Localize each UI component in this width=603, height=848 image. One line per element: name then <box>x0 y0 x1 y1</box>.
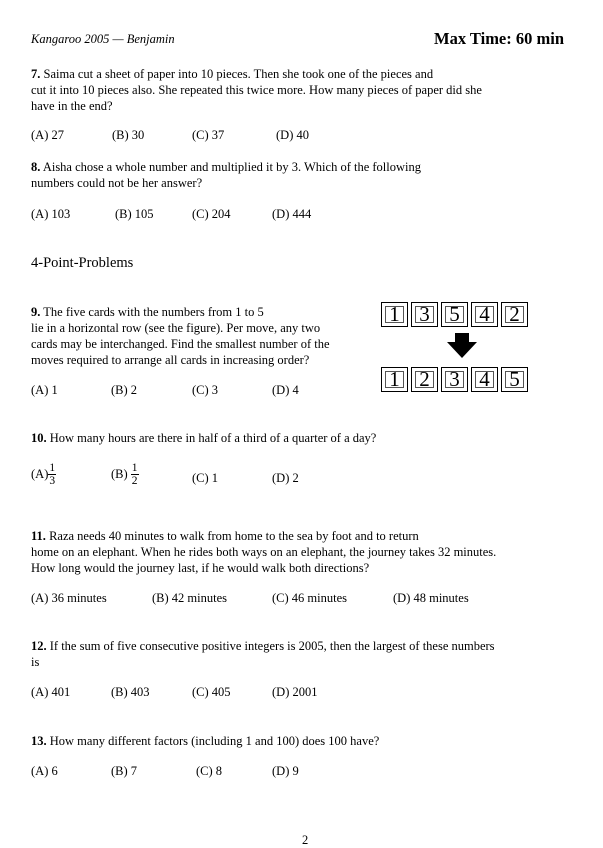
question-8 <box>31 159 421 191</box>
option-b[interactable] <box>111 462 139 487</box>
option-a[interactable]: (A) 1 <box>31 383 58 397</box>
question-text-line: Raza needs 40 minutes to walk from home to the sea by foot and to return <box>49 529 419 543</box>
question-text-line: Saima cut a sheet of paper into 10 pieces. Then she took one of the pieces and <box>43 67 434 81</box>
option-a[interactable]: (A) 6 <box>31 764 58 778</box>
option-d[interactable]: (D) 9 <box>272 764 299 778</box>
card: 2 <box>411 367 438 392</box>
option-d[interactable]: (D) 4 <box>272 383 299 397</box>
question-text-line: moves required to arrange all cards in increasing order? <box>31 353 310 367</box>
option-d[interactable]: (D) 48 minutes <box>393 591 469 605</box>
question-text-line: is <box>31 655 40 669</box>
option-a[interactable]: (A) 103 <box>31 207 71 221</box>
option-c[interactable]: (C) 1 <box>192 471 219 485</box>
question-13 <box>31 733 379 749</box>
option-b[interactable]: (B) 105 <box>115 207 154 221</box>
card: 1 <box>381 302 408 327</box>
numerator: 1 <box>49 462 56 474</box>
option-b[interactable]: (B) 403 <box>111 685 150 699</box>
question-number: 13. <box>31 734 47 748</box>
question-9 <box>31 304 330 368</box>
numerator: 1 <box>131 462 138 474</box>
options-q10 <box>31 462 591 494</box>
question-text-line: cut it into 10 pieces also. She repeated this twice more. How many pieces of paper did she <box>31 83 482 97</box>
card: 4 <box>471 367 498 392</box>
options-q9 <box>31 383 591 401</box>
question-7 <box>31 66 482 114</box>
card: 3 <box>411 302 438 327</box>
question-text-line: Aisha chose a whole number and multiplied it by 3. Which of the following <box>42 160 421 174</box>
option-a[interactable]: (A) 27 <box>31 128 64 142</box>
question-11 <box>31 528 496 576</box>
fraction-one-third <box>48 462 56 487</box>
question-number: 11. <box>31 529 46 543</box>
option-c[interactable]: (C) 3 <box>192 383 219 397</box>
option-c[interactable]: (C) 204 <box>192 207 231 221</box>
option-a[interactable]: (A) 401 <box>31 685 71 699</box>
options-q11 <box>31 591 591 609</box>
page-number: 2 <box>302 833 309 847</box>
question-number: 10. <box>31 431 47 445</box>
card: 4 <box>471 302 498 327</box>
question-number: 12. <box>31 639 47 653</box>
option-prefix: (B) <box>111 467 128 481</box>
option-c[interactable]: (C) 405 <box>192 685 231 699</box>
question-text-line: cards may be interchanged. Find the smallest number of the <box>31 337 330 351</box>
options-q8 <box>31 207 591 225</box>
question-12 <box>31 638 495 670</box>
option-b[interactable]: (B) 7 <box>111 764 138 778</box>
option-b[interactable]: (B) 30 <box>112 128 145 142</box>
question-10 <box>31 430 376 446</box>
card: 2 <box>501 302 528 327</box>
option-prefix: (A) <box>31 467 49 481</box>
option-b[interactable]: (B) 2 <box>111 383 138 397</box>
question-text-line: How long would the journey last, if he would walk both directions? <box>31 561 370 575</box>
question-text-line: home on an elephant. When he rides both ways on an elephant, the journey takes 32 minutes. <box>31 545 497 559</box>
options-q13 <box>31 764 591 782</box>
denominator: 2 <box>131 475 138 487</box>
question-number: 8. <box>31 160 41 174</box>
question-text-line: How many different factors (including 1 and 100) does 100 have? <box>49 734 380 748</box>
option-a[interactable]: (A) 36 minutes <box>31 591 107 605</box>
header-title: Kangaroo 2005 — Benjamin <box>31 32 175 46</box>
question-text-line: How many hours are there in half of a third of a quarter of a day? <box>49 431 377 445</box>
option-d[interactable]: (D) 2 <box>272 471 299 485</box>
option-d[interactable]: (D) 40 <box>276 128 309 142</box>
question-number: 9. <box>31 305 41 319</box>
fraction-one-half <box>131 462 139 487</box>
cards-row-initial <box>381 302 528 327</box>
options-q12 <box>31 685 591 703</box>
section-title: 4-Point-Problems <box>31 255 134 271</box>
question-text-line: The five cards with the numbers from 1 to 5 <box>43 305 264 319</box>
question-text-line: lie in a horizontal row (see the figure). Per move, any two <box>31 321 321 335</box>
header-max-time: Max Time: 60 min <box>434 29 565 48</box>
option-d[interactable]: (D) 2001 <box>272 685 318 699</box>
card: 5 <box>501 367 528 392</box>
denominator: 3 <box>49 475 56 487</box>
question-text-line: If the sum of five consecutive positive integers is 2005, then the largest of these numbers <box>49 639 495 653</box>
card: 5 <box>441 302 468 327</box>
question-text-line: have in the end? <box>31 99 113 113</box>
option-b[interactable]: (B) 42 minutes <box>152 591 227 605</box>
card: 3 <box>441 367 468 392</box>
card: 1 <box>381 367 408 392</box>
question-number: 7. <box>31 67 41 81</box>
option-d[interactable]: (D) 444 <box>272 207 312 221</box>
option-c[interactable]: (C) 37 <box>192 128 225 142</box>
arrow-down-icon <box>446 333 478 359</box>
option-a[interactable] <box>31 462 56 487</box>
question-text-line: numbers could not be her answer? <box>31 176 203 190</box>
option-c[interactable]: (C) 8 <box>196 764 223 778</box>
options-q7 <box>31 128 591 146</box>
option-c[interactable]: (C) 46 minutes <box>272 591 347 605</box>
